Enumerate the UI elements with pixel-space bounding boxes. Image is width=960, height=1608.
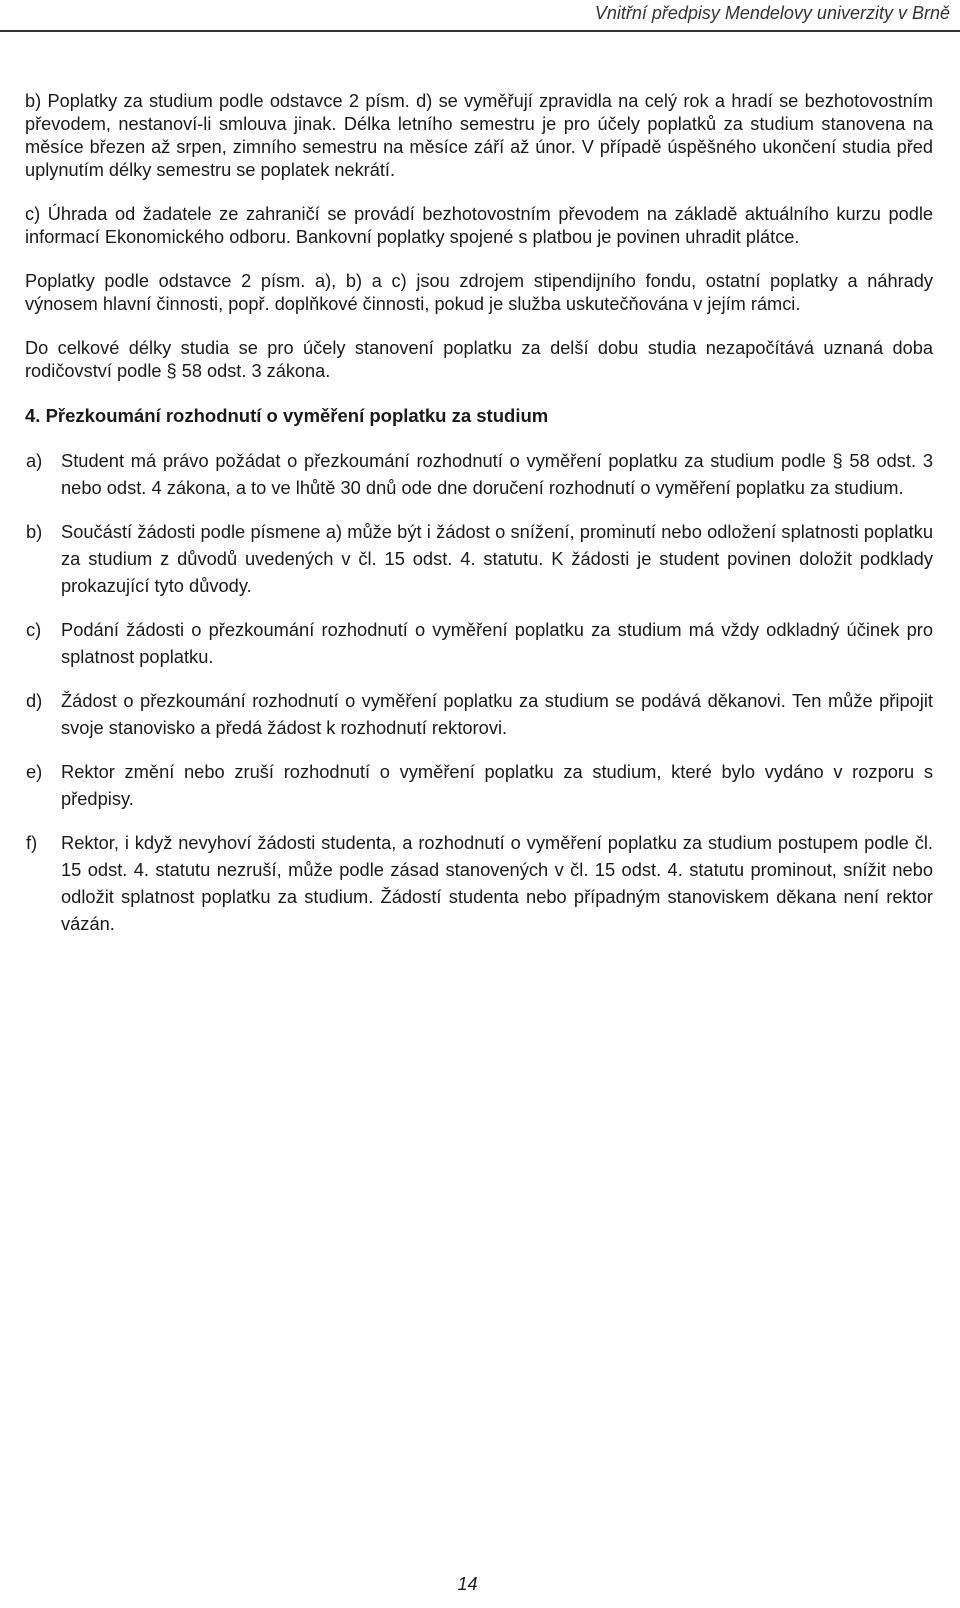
- section-heading: 4. Přezkoumání rozhodnutí o vyměření poplatku za studium: [25, 405, 549, 426]
- list-item-label: e): [26, 761, 43, 782]
- list-item-label: c): [26, 619, 42, 640]
- paragraph-fee-payment: b) Poplatky za studium podle odstavce 2 písm. d) se vyměřují zpravidla na celý rok a hradí se bezhotovostním převodem, nestanoví-li smlouva jinak. Délka letního semestru je pro účely poplatků za studium stanovena na měsíce březen až srpen, zimního semestru na měsíce září až únor. V případě úspěšného ukončení studia před uplynutím délky semestru se poplatek nekrátí.: [25, 91, 933, 180]
- list-item-text: Student má právo požádat o přezkoumání rozhodnutí o vyměření poplatku za studium podle § 58 odst. 3 nebo odst. 4 zákona, a to ve lhůtě 30 dnů ode dne doručení rozhodnutí o vyměření poplatku za studium.: [61, 450, 933, 498]
- page-number: 14: [457, 1574, 478, 1594]
- list-item-label: a): [26, 450, 43, 471]
- document-body: [25, 90, 933, 937]
- list-item: [26, 518, 933, 599]
- list-item-text: Žádost o přezkoumání rozhodnutí o vyměření poplatku za studium se podává děkanovi. Ten může připojit svoje stanovisko a předá žádost k rozhodnutí rektorovi.: [61, 690, 933, 738]
- paragraph-foreign-payment: c) Úhrada od žadatele ze zahraničí se provádí bezhotovostním převodem na základě aktuálního kurzu podle informací Ekonomického odboru. Bankovní poplatky spojené s platbou je povinen uhradit plátce.: [25, 204, 933, 247]
- list-item-label: b): [26, 521, 43, 542]
- list-item: [26, 447, 933, 501]
- list-item: [26, 687, 933, 741]
- running-header: Vnitřní předpisy Mendelovy univerzity v Brně: [594, 3, 950, 23]
- list-item-label: f): [26, 832, 38, 853]
- list-item-text: Rektor změní nebo zruší rozhodnutí o vyměření poplatku za studium, které bylo vydáno v rozporu s předpisy.: [61, 761, 933, 809]
- list-item: [26, 829, 933, 937]
- paragraph-fee-fund: Poplatky podle odstavce 2 písm. a), b) a c) jsou zdrojem stipendijního fondu, ostatní poplatky a náhrady výnosem hlavní činnosti, popř. doplňkové činnosti, pokud je služba uskutečňována v jejím rámci.: [25, 271, 933, 314]
- paragraph-parental-leave: Do celkové délky studia se pro účely stanovení poplatku za delší dobu studia nezapočítává uznaná doba rodičovství podle § 58 odst. 3 zákona.: [25, 338, 933, 381]
- header-divider: [0, 30, 960, 32]
- list-item: [26, 616, 933, 670]
- list-item-label: d): [26, 690, 43, 711]
- list-item-text: Podání žádosti o přezkoumání rozhodnutí o vyměření poplatku za studium má vždy odkladný účinek pro splatnost poplatku.: [61, 619, 933, 667]
- list-item: [26, 758, 933, 812]
- list-item-text: Součástí žádosti podle písmene a) může být i žádost o snížení, prominutí nebo odložení splatnosti poplatku za studium z důvodů uvedených v čl. 15 odst. 4. statutu. K žádosti je student povinen doložit podklady prokazující tyto důvody.: [61, 521, 933, 596]
- list-item-text: Rektor, i když nevyhoví žádosti studenta, a rozhodnutí o vyměření poplatku za studium postupem podle čl. 15 odst. 4. statutu nezruší, může podle zásad stanovených v čl. 15 odst. 4. statutu prominout, snížit nebo odložit splatnost poplatku za studium. Žádostí studenta nebo případným stanoviskem děkana není rektor vázán.: [61, 832, 933, 934]
